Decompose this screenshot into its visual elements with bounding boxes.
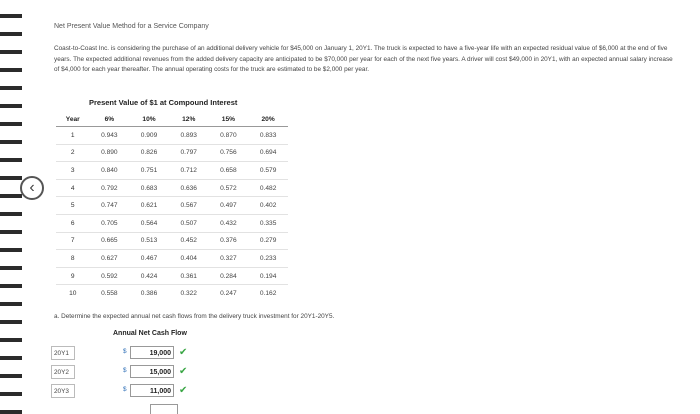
pv-factor-cell: 0.579 xyxy=(248,162,288,180)
cash-flow-amount-input[interactable]: 19,000 xyxy=(130,346,174,359)
pv-factor-cell: 0.890 xyxy=(90,144,130,162)
pv-header-year: Year xyxy=(56,113,90,127)
pv-factor-cell: 0.683 xyxy=(129,179,169,197)
pv-factor-cell: 0.558 xyxy=(90,285,130,302)
pv-header-rate: 10% xyxy=(129,113,169,127)
document-area xyxy=(51,0,691,414)
pv-header-rate: 15% xyxy=(209,113,249,127)
table-row xyxy=(56,285,288,302)
cash-flow-title: Annual Net Cash Flow xyxy=(113,330,187,337)
pv-factor-cell: 0.467 xyxy=(129,250,169,268)
cash-flow-year: 20Y3 xyxy=(51,384,75,398)
pv-year-cell: 2 xyxy=(56,144,90,162)
pv-factor-cell: 0.284 xyxy=(209,267,249,285)
pv-header-rate: 6% xyxy=(90,113,130,127)
pv-factor-cell: 0.747 xyxy=(90,197,130,215)
pv-year-cell: 6 xyxy=(56,214,90,232)
pv-factor-cell: 0.322 xyxy=(169,285,209,302)
pv-factor-cell: 0.233 xyxy=(248,250,288,268)
currency-symbol: $ xyxy=(123,367,127,374)
cash-flow-row xyxy=(51,365,211,381)
pv-table xyxy=(56,113,288,302)
pv-factor-cell: 0.361 xyxy=(169,267,209,285)
pv-factor-cell: 0.909 xyxy=(140,131,158,139)
table-row xyxy=(56,267,288,285)
pv-factor-cell: 0.621 xyxy=(129,197,169,215)
pv-factor-cell: 0.592 xyxy=(90,267,130,285)
pv-factor-cell: 0.572 xyxy=(209,179,249,197)
next-input-field-partial[interactable] xyxy=(150,404,178,414)
left-page-strip xyxy=(0,0,22,414)
pv-factor-cell: 0.826 xyxy=(129,144,169,162)
pv-factor-cell: 0.424 xyxy=(129,267,169,285)
pv-factor-cell: 0.327 xyxy=(209,250,249,268)
checkmark-icon: ✔ xyxy=(179,385,188,396)
pv-factor-cell: 0.564 xyxy=(129,214,169,232)
pv-factor-cell: 0.335 xyxy=(248,214,288,232)
pv-factor-cell: 0.756 xyxy=(209,144,249,162)
pv-factor-cell: 0.194 xyxy=(248,267,288,285)
pv-factor-cell: 0.627 xyxy=(90,250,130,268)
pv-factor-cell: 0.482 xyxy=(248,179,288,197)
pv-header-rate: 12% xyxy=(169,113,209,127)
problem-description: Coast-to-Coast Inc. is considering the purchase of an additional delivery vehicle for $45,000 on January 1, 20Y1. The truck is expected to have a five-year life with an expected residual value of $6,000 at the end of five years. The expected additional revenues from the added delivery capacity are anticipated to be $70,000 per year for each of the next five years. A driver will cost $49,000 in 20Y1, with an expected annual salary increase of $4,000 for each year thereafter. The annual operating costs for the truck are estimated to be $2,000 per year. xyxy=(54,45,673,73)
pv-year-cell: 9 xyxy=(56,267,90,285)
table-row xyxy=(56,232,288,250)
pv-table-body xyxy=(56,127,288,302)
pv-factor-cell: 0.792 xyxy=(90,179,130,197)
pv-factor-cell: 0.893 xyxy=(180,131,197,139)
pv-factor-cell: 0.279 xyxy=(248,232,288,250)
table-row xyxy=(56,144,288,162)
pv-table-header-row xyxy=(56,113,288,127)
pv-table-title: Present Value of $1 at Compound Interest xyxy=(89,98,238,107)
pv-year-cell: 7 xyxy=(56,232,90,250)
table-row xyxy=(56,250,288,268)
cash-flow-row xyxy=(51,384,211,400)
table-row xyxy=(56,162,288,180)
pv-factor-cell: 0.712 xyxy=(169,162,209,180)
pv-factor-cell: 0.513 xyxy=(129,232,169,250)
chevron-left-icon: ‹ xyxy=(29,179,35,196)
pv-factor-cell: 0.797 xyxy=(169,144,209,162)
currency-symbol: $ xyxy=(123,386,127,393)
pv-factor-cell: 0.694 xyxy=(248,144,288,162)
pv-factor-cell: 0.432 xyxy=(209,214,249,232)
table-row xyxy=(56,214,288,232)
pv-factor-cell: 0.751 xyxy=(129,162,169,180)
pv-factor-cell: 0.636 xyxy=(169,179,209,197)
pv-factor-cell: 0.943 xyxy=(101,131,118,139)
currency-symbol: $ xyxy=(123,348,127,355)
question-a: a. Determine the expected annual net cash flows from the delivery truck investment for 20Y1-20Y5. xyxy=(54,313,335,320)
pv-factor-cell: 0.870 xyxy=(220,131,237,139)
table-row xyxy=(56,197,288,215)
pv-factor-cell: 0.402 xyxy=(248,197,288,215)
cash-flow-year: 20Y2 xyxy=(51,365,75,379)
table-row xyxy=(56,179,288,197)
cash-flow-amount-input[interactable]: 15,000 xyxy=(130,365,174,378)
pv-factor-cell: 0.497 xyxy=(209,197,249,215)
pv-factor-cell: 0.404 xyxy=(169,250,209,268)
pv-factor-cell: 0.247 xyxy=(209,285,249,302)
pv-factor-cell: 0.658 xyxy=(209,162,249,180)
problem-title: Net Present Value Method for a Service Company xyxy=(54,23,209,30)
back-button[interactable] xyxy=(20,176,44,200)
pv-factor-cell: 0.507 xyxy=(169,214,209,232)
pv-factor-cell: 0.386 xyxy=(129,285,169,302)
pv-factor-cell: 0.162 xyxy=(248,285,288,302)
pv-year-cell: 10 xyxy=(56,285,90,302)
pv-factor-cell: 0.452 xyxy=(169,232,209,250)
cash-flow-amount-input[interactable]: 11,000 xyxy=(130,384,174,397)
checkmark-icon: ✔ xyxy=(179,366,188,377)
pv-year-cell: 1 xyxy=(70,131,75,139)
pv-year-cell: 8 xyxy=(56,250,90,268)
pv-factor-cell: 0.665 xyxy=(90,232,130,250)
cash-flow-year: 20Y1 xyxy=(51,346,75,360)
pv-year-cell: 5 xyxy=(56,197,90,215)
checkmark-icon: ✔ xyxy=(179,347,188,358)
pv-factor-cell: 0.833 xyxy=(259,131,277,139)
cash-flow-row xyxy=(51,346,211,362)
pv-factor-cell: 0.376 xyxy=(209,232,249,250)
pv-year-cell: 3 xyxy=(56,162,90,180)
pv-factor-cell: 0.840 xyxy=(90,162,130,180)
table-row xyxy=(56,127,288,145)
pv-factor-cell: 0.705 xyxy=(90,214,130,232)
pv-factor-cell: 0.567 xyxy=(169,197,209,215)
pv-year-cell: 4 xyxy=(56,179,90,197)
pv-header-rate: 20% xyxy=(248,113,288,127)
